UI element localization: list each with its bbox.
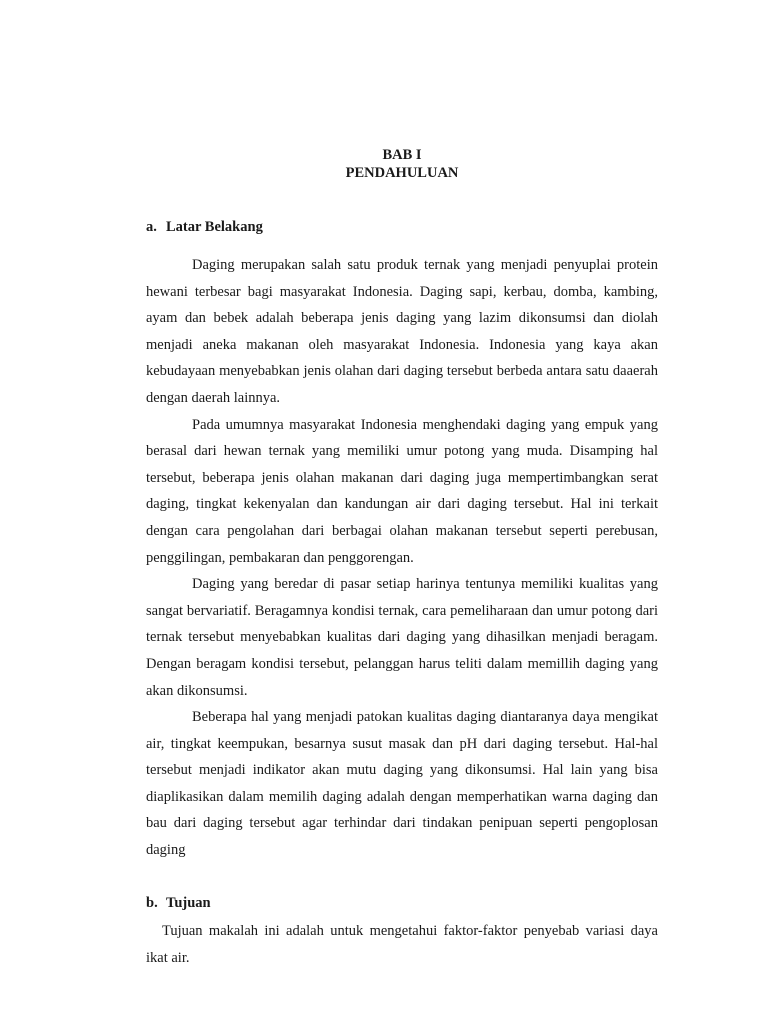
paragraph: Daging yang beredar di pasar setiap harinya tentunya memiliki kualitas yang sangat bervariatif. Beragamnya kondisi ternak, cara pemeliharaan dan umur potong dari ternak tersebut menyebabkan kualitas dari daging yang dihasilkan menjadi beragam. Dengan beragam kondisi tersebut, pelanggan harus teliti dalam memillih daging yang akan dikonsumsi. — [146, 576, 658, 699]
chapter-number: BAB I — [382, 147, 422, 163]
paragraph: Tujuan makalah ini adalah untuk mengetahui faktor-faktor penyebab variasi daya ikat air. — [146, 923, 658, 966]
chapter-title: PENDAHULUAN — [345, 165, 459, 181]
section-marker: b. — [146, 895, 158, 911]
section-title: Latar Belakang — [166, 219, 263, 235]
paragraph: Pada umumnya masyarakat Indonesia menghendaki daging yang empuk yang berasal dari hewan ternak yang memiliki umur potong yang muda. Disamping hal tersebut, beberapa jenis olahan makanan dari daging juga mempertimbangkan serat daging, tingkat kekenyalan dan kandungan air dari daging tersebut. Hal ini terkait dengan cara pengolahan dari berbagai olahan makanan tersebut seperti perebusan, penggilingan, pembakaran dan penggorengan. — [146, 416, 658, 566]
section-marker: a. — [146, 219, 157, 235]
chapter-heading — [0, 146, 768, 182]
paragraph: Daging merupakan salah satu produk ternak yang menjadi penyuplai protein hewani terbesar bagi masyarakat Indonesia. Daging sapi, kerbau, domba, kambing, ayam dan bebek adalah beberapa jenis daging yang lazim dikonsumsi dan diolah menjadi aneka makanan oleh masyarakat Indonesia. Indonesia yang kaya akan kebudayaan menyebabkan jenis olahan dari daging tersebut berbeda antara satu daaerah dengan daerah lainnya. — [146, 257, 658, 406]
section-body-latar-belakang — [146, 252, 658, 864]
section-title: Tujuan — [166, 895, 211, 911]
section-heading-latar-belakang — [146, 218, 263, 236]
section-heading-tujuan — [146, 894, 211, 912]
paragraph: Beberapa hal yang menjadi patokan kualitas daging diantaranya daya mengikat air, tingkat keempukan, besarnya susut masak dan pH dari daging tersebut. Hal-hal tersebut menjadi indikator akan mutu daging yang dikonsumsi. Hal lain yang bisa diaplikasikan dalam memilih daging adalah dengan memperhatikan warna daging dan bau dari daging tersebut agar terhindar dari tindakan penipuan seperti pengoplosan daging — [146, 709, 658, 859]
section-body-tujuan — [146, 918, 658, 971]
